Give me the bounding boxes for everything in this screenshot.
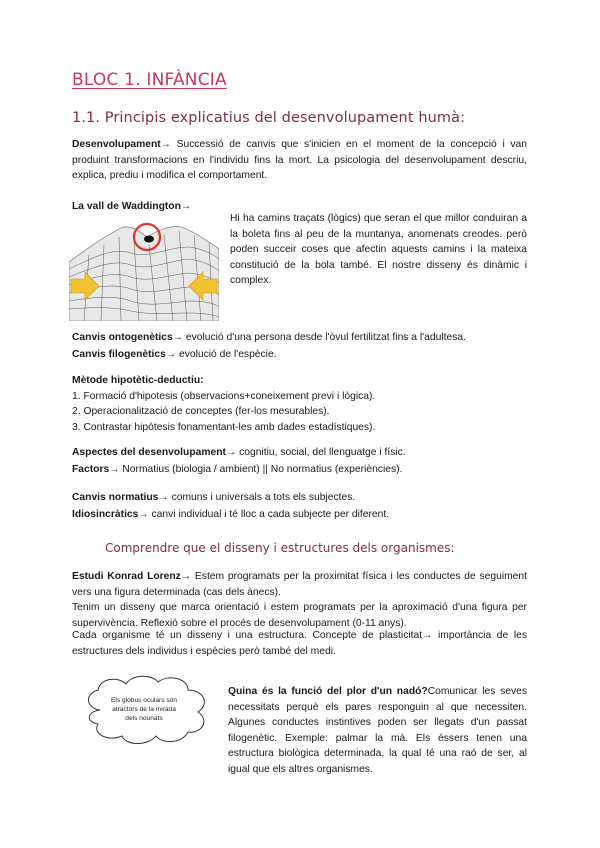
lorenz-term: Estudi Konrad Lorenz <box>72 571 181 582</box>
waddington-heading <box>72 199 191 215</box>
waddington-paragraph: Hi ha camins traçats (lògics) que seran el que millor conduiran a la boleta fins al peu de la muntanya, anomenats creodes. però poden succeir coses que afectin aquests camins i la mateixa constitució de la bola també. El nostre disseny és dinàmic i complex. <box>230 213 527 286</box>
lorenz-paragraph <box>72 569 527 600</box>
normatius-block <box>72 490 389 522</box>
subsection-title: Comprendre que el disseny i estructures dels organismes: <box>105 541 455 555</box>
cloud-callout-image <box>78 672 218 750</box>
canvis-ontogenetics-text: → evolució d'una persona desde l'òvul fertilitzat fins a l'adultesa. <box>172 332 466 343</box>
plor-paragraph <box>228 684 527 777</box>
canvis-ontogenetics <box>72 330 466 346</box>
metode-item: 1. Formació d'hipotesis (observacions+coneixement previ i lògica). <box>72 390 376 402</box>
canvis-filogenetics-term: Canvis filogenètics <box>72 348 166 360</box>
plor-term: Quina és la funció del plor d'un nadó? <box>228 686 428 697</box>
desenvolupament-term: Desenvolupament→ <box>72 139 171 150</box>
lorenz-paragraph-3: Cada organisme té un disseny i una estructura. Concepte de plasticitat→ importància de les estructures dels individus i espècies però també del medi. <box>72 630 527 657</box>
normatius-line <box>72 490 389 506</box>
canvis-block <box>72 330 466 362</box>
idiosincratics-text: → canvi individual i té lloc a cada subjecte per diferent. <box>138 508 390 520</box>
desenvolupament-text: Successió de canvis que s'inicien en el moment de la concepció i van produint transformacions en l'individu fins la mort. La psicologia del desenvolupament descriu, explica, prediu i modifica el comportament. <box>72 139 527 181</box>
canvis-filogenetics <box>72 347 466 363</box>
cloud-text-line: dels nounats <box>125 715 163 722</box>
metode-block <box>72 373 375 435</box>
desenvolupament-paragraph <box>72 137 527 184</box>
canvis-ontogenetics-term: Canvis ontogenètics <box>72 332 173 343</box>
aspectes-text: → cognitiu, social, del llenguatge i físic. <box>225 447 406 458</box>
lorenz-paragraph-2: Tenim un disseny que marca orientació i estem programats per la aproximació d'una figura per supervivència. Reflexió sobre el procés de desenvolupament (0-11 anys). <box>72 602 527 629</box>
aspectes-block <box>72 445 406 477</box>
normatius-text: → comuns i universals a tots els subjectes. <box>158 492 356 503</box>
idiosincratics-line <box>72 507 389 523</box>
factors-term: Factors <box>72 463 110 475</box>
factors-line <box>72 462 406 478</box>
plor-text: Comunicar les seves necessitats perquè els pares responguin al que necessiten. Algunes conductes instintives poden ser llegats d'un passat filogenètic. Exemple: palmar la mà. Els éssers tenen una estructura biològica determinada, la qual té una raó de ser, al igual que els altres organismes. <box>228 686 527 775</box>
aspectes-line <box>72 445 406 461</box>
section-title: 1.1. Principis explicatius del desenvolupament humà: <box>72 110 466 126</box>
normatius-term: Canvis normatius <box>72 492 159 503</box>
aspectes-term: Aspectes del desenvolupament <box>72 447 226 458</box>
metode-item: 3. Contrastar hipòtesis fonamentant-les amb dades estadístiques). <box>72 421 376 433</box>
cloud-text-line: atractors de la mirada <box>112 706 176 713</box>
cloud-text-line: Els globus oculars són <box>111 697 177 704</box>
factors-text: → Normatius (biologia / ambient) || No normatius (experiències). <box>109 463 403 475</box>
canvis-filogenetics-text: → evolució de l'espècie. <box>165 348 277 360</box>
metode-heading: Mètode hipotètic-deductiu: <box>72 375 204 386</box>
waddington-heading-text: La vall de Waddington→ <box>72 201 192 212</box>
waddington-landscape-image <box>69 217 219 321</box>
idiosincratics-term: Idiosincràtics <box>72 508 139 520</box>
metode-item: 2. Operacionalització de conceptes (fer-los mesurables). <box>72 406 330 417</box>
lorenz-text: → Estem programats per la proximitat física i les conductes de seguiment vers una figura determinada (cas dels ànecs). <box>72 571 527 598</box>
page-title: BLOC 1. INFÀNCIA <box>72 70 227 90</box>
